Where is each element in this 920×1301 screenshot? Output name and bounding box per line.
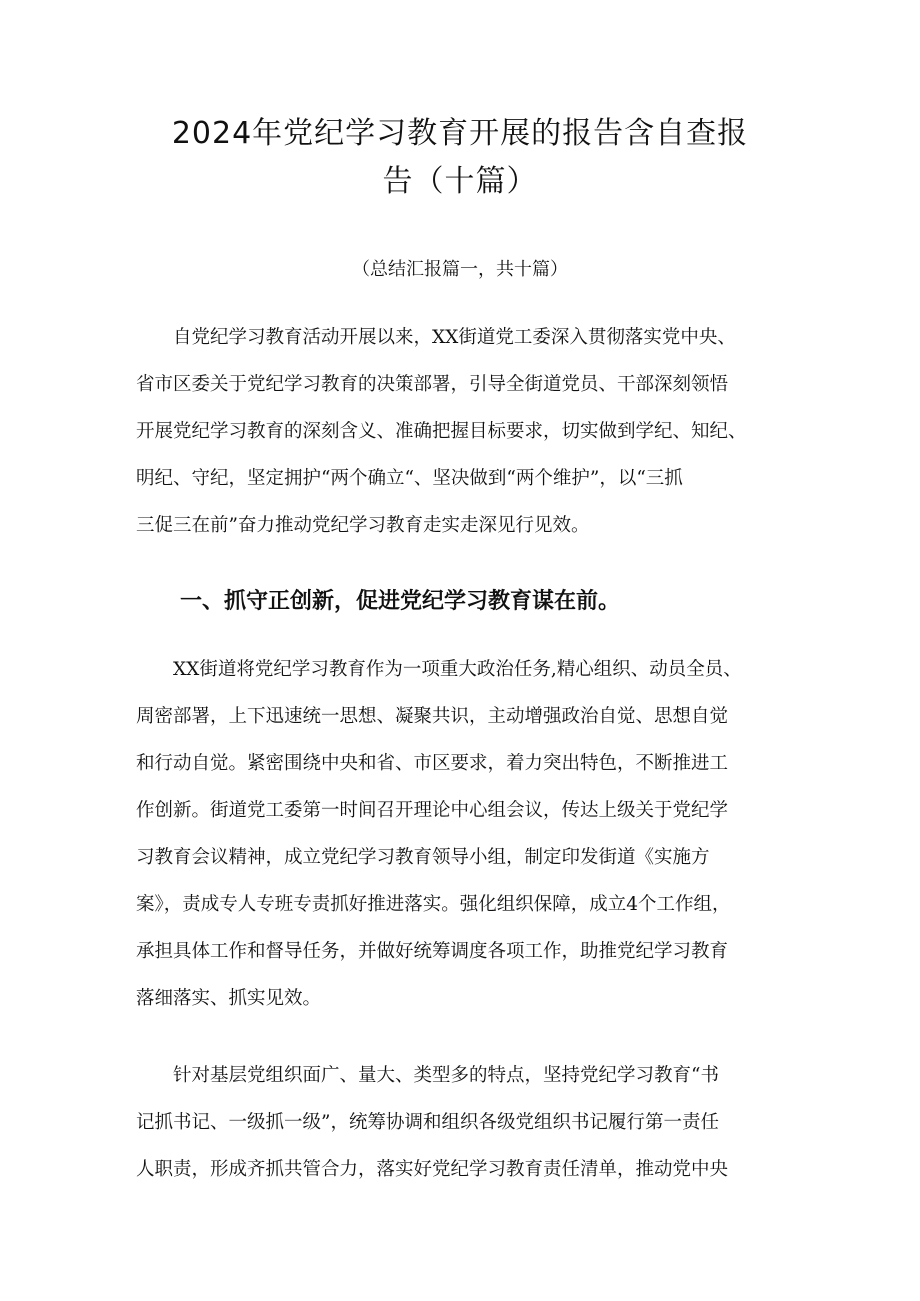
- paragraph-2-line: 周密部署，上下迅速统一思想、凝聚共识，主动增强政治自觉、思想自觉: [136, 706, 729, 727]
- paragraph-1-line: 自党纪学习教育活动开展以来，XX街道党工委深入贯彻落实党中央、: [136, 327, 736, 348]
- section-heading-1: 一、抓守正创新，促进党纪学习教育谋在前。: [136, 589, 621, 614]
- paragraph-2-line: 承担具体工作和督导任务，并做好统筹调度各项工作，助推党纪学习教育: [136, 941, 729, 962]
- paragraph-2-line: 习教育会议精神，成立党纪学习教育领导小组，制定印发街道《实施方: [136, 847, 710, 868]
- paragraph-2-line: 落细落实、抓实见效。: [136, 988, 322, 1009]
- paragraph-3-line: 针对基层党组织面广、量大、类型多的特点，坚持党纪学习教育“书: [136, 1065, 719, 1086]
- document-title-line-1: 2024年党纪学习教育开展的报告含自查报: [171, 116, 749, 151]
- paragraph-2-line: 作创新。街道党工委第一时间召开理论中心组会议，传达上级关于党纪学: [136, 800, 729, 821]
- paragraph-2-line: 和行动自觉。紧密围绕中央和省、市区要求，着力突出特色，不断推进工: [136, 753, 729, 774]
- paragraph-1-line: 省市区委关于党纪学习教育的决策部署，引导全街道党员、干部深刻领悟: [136, 374, 729, 395]
- document-title-line-2: 告（十篇）: [382, 164, 538, 199]
- paragraph-2-line: 案》，责成专人专班专责抓好推进落实。强化组织保障，成立4个工作组，: [136, 894, 731, 915]
- paragraph-1-line: 三促三在前”奋力推动党纪学习教育走实走深见行见效。: [136, 515, 590, 536]
- paragraph-1-line: 明纪、守纪，坚定拥护“两个确立“、坚决做到“两个维护”，以“三抓: [136, 468, 683, 489]
- document-subtitle: （总结汇报篇一，共十篇）: [352, 259, 568, 280]
- paragraph-3-line: 记抓书记、一级抓一级”，统筹协调和组织各级党组织书记履行第一责任: [136, 1112, 719, 1133]
- paragraph-1-line: 开展党纪学习教育的深刻含义、准确把握目标要求，切实做到学纪、知纪、: [136, 421, 747, 442]
- paragraph-2-line: XX街道将党纪学习教育作为一项重大政治任务,精心组织、动员全员、: [136, 659, 742, 680]
- paragraph-3-line: 人职责，形成齐抓共管合力，落实好党纪学习教育责任清单，推动党中央: [136, 1159, 729, 1180]
